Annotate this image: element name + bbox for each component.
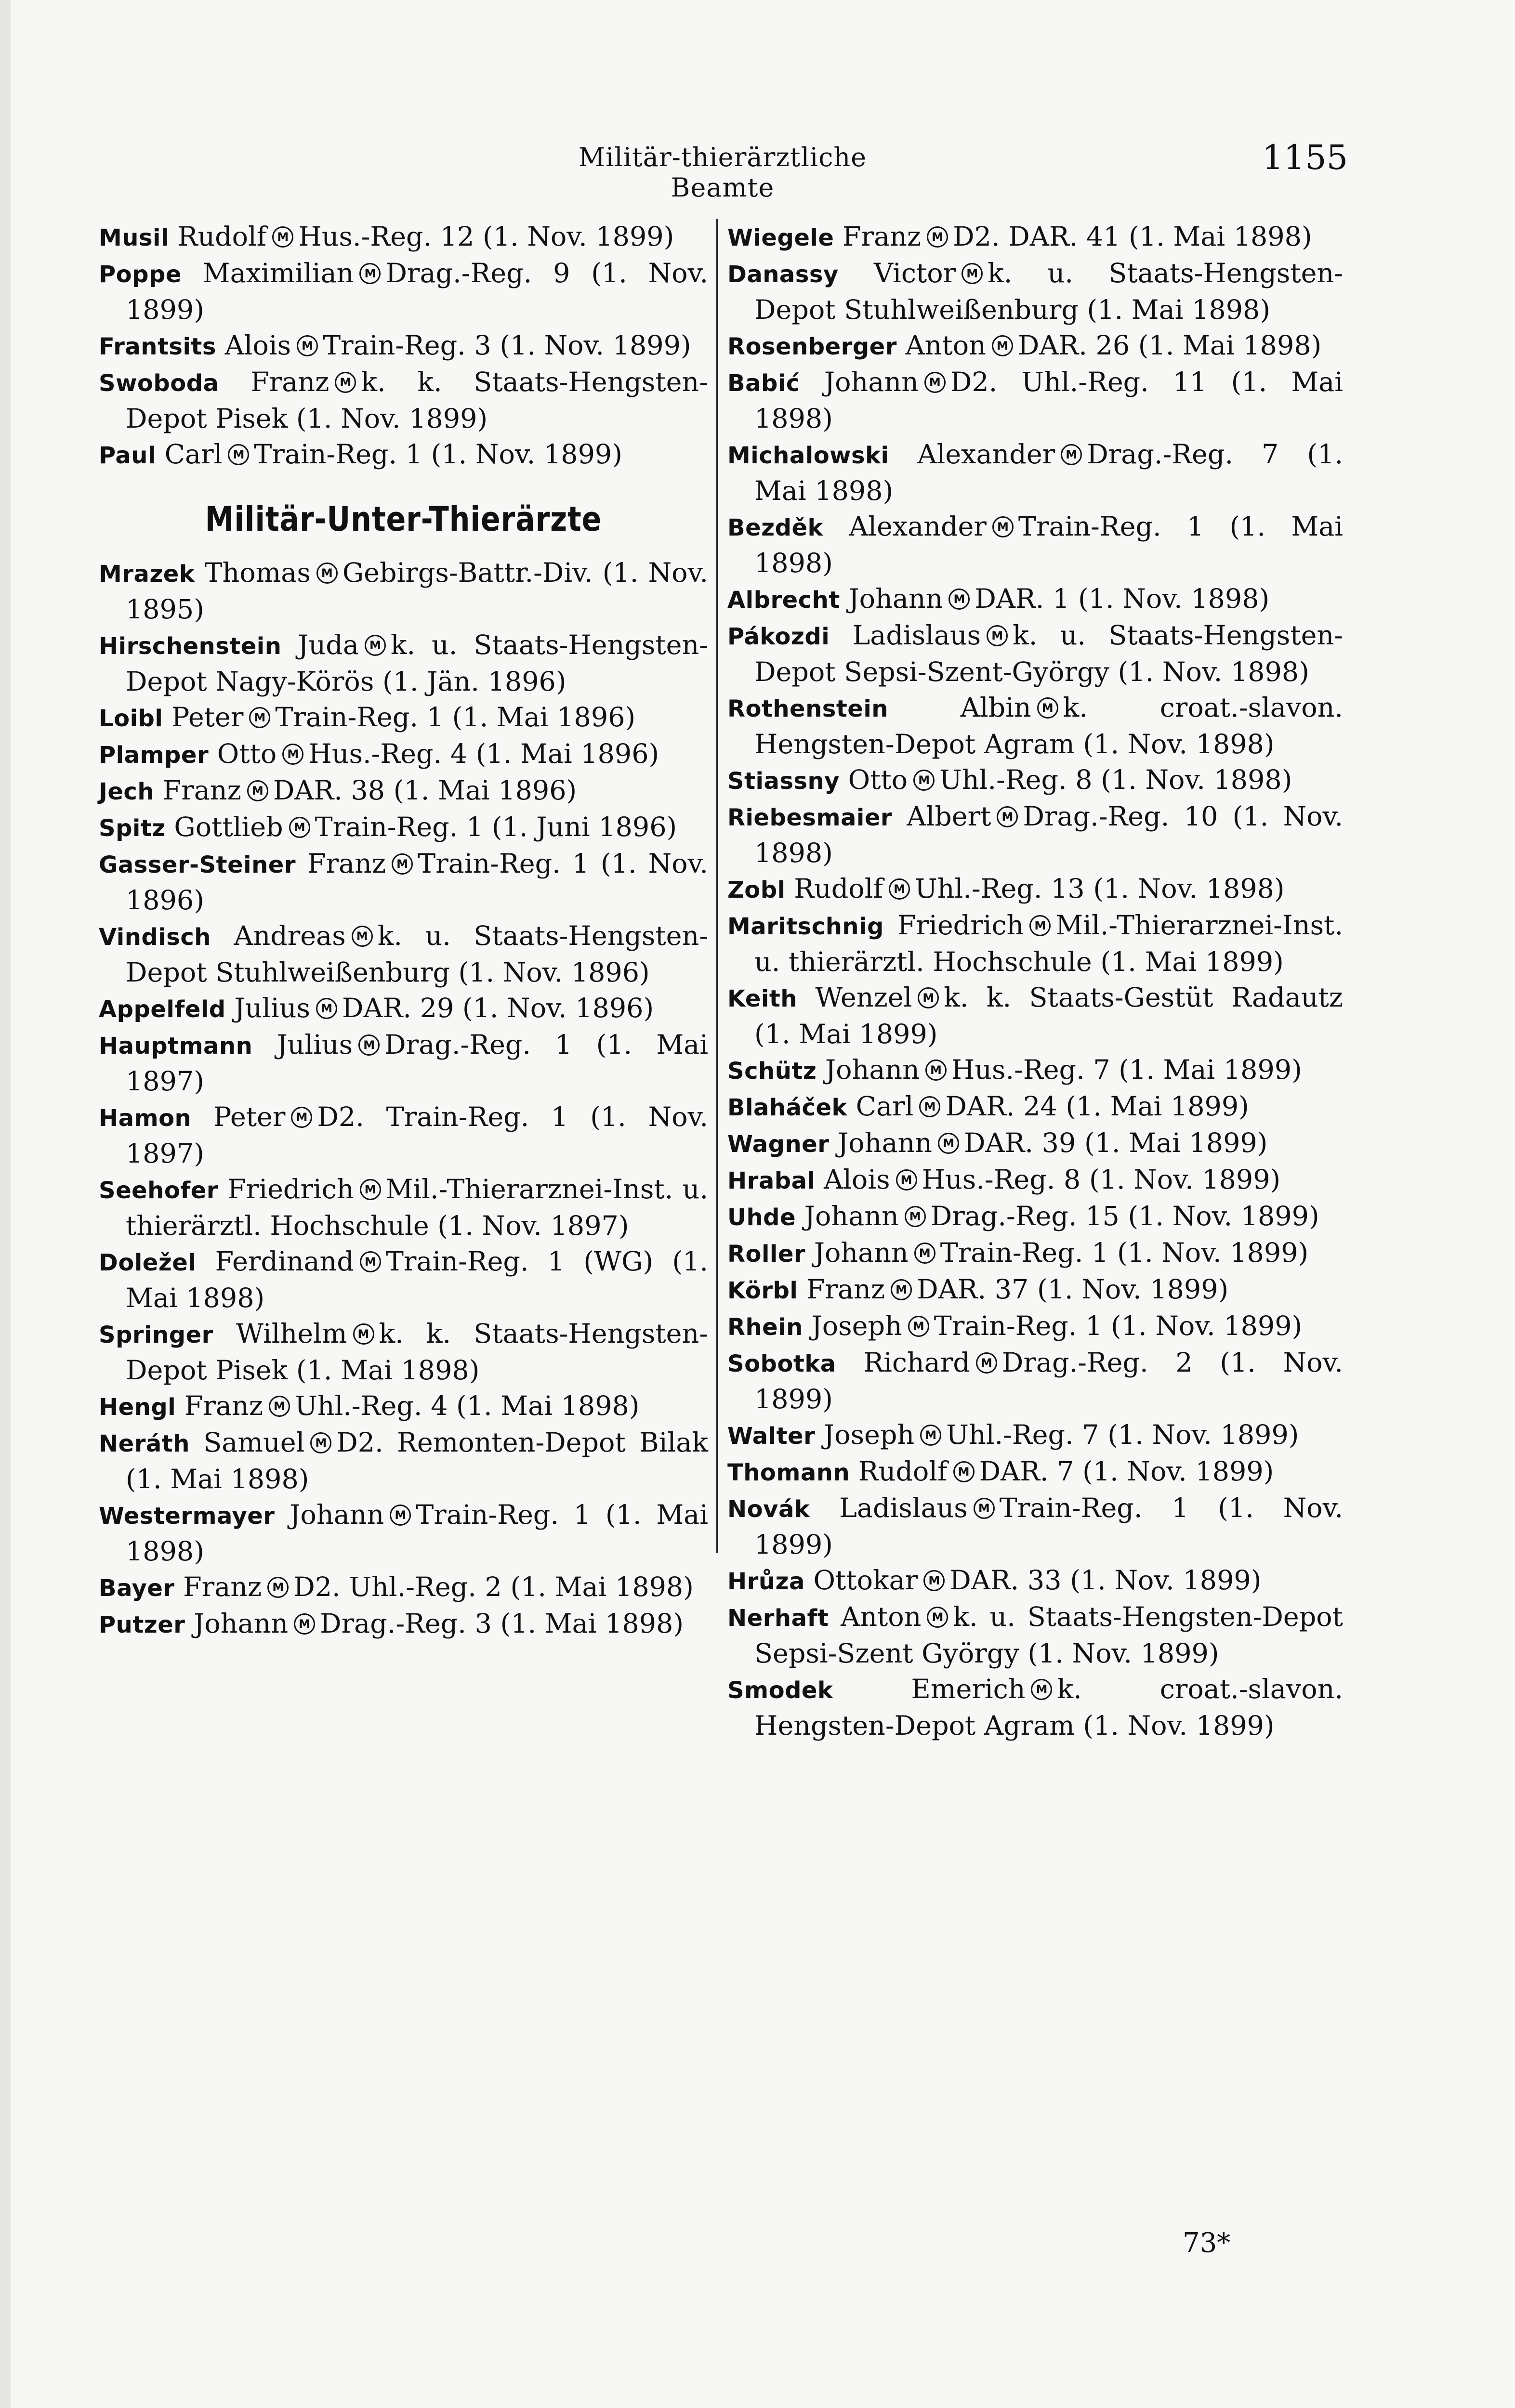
officer-surname: Gasser-Steiner — [99, 851, 296, 878]
officer-assignment: Drag.-Reg. 15 (1. Nov. 1899) — [930, 1201, 1319, 1232]
officer-surname: Danassy — [727, 261, 839, 288]
section-heading: Militär-Unter-Thierärzte — [205, 499, 602, 539]
officer-surname: Swoboda — [99, 370, 219, 397]
officer-assignment: DAR. 33 (1. Nov. 1899) — [949, 1565, 1262, 1596]
officer-assignment: Train-Reg. 1 (1. Mai 1898) — [126, 1499, 708, 1567]
marriage-badge-icon: M — [358, 1034, 380, 1056]
officer-entry — [99, 328, 708, 365]
marriage-badge-icon: M — [925, 1060, 947, 1081]
marriage-badge-icon: M — [919, 1096, 940, 1117]
officer-assignment: Train-Reg. 3 (1. Nov. 1899) — [323, 330, 691, 361]
officer-entry — [99, 1425, 708, 1497]
officer-assignment: D2. Train-Reg. 1 (1. Nov. 1897) — [126, 1101, 708, 1169]
officer-given-name: Alois — [224, 330, 291, 361]
marriage-badge-icon: M — [352, 926, 373, 947]
officer-surname: Maritschnig — [727, 913, 884, 940]
officer-given-name: Ottokar — [813, 1565, 918, 1596]
officer-given-name: Thomas — [204, 557, 311, 589]
officer-surname: Seehofer — [99, 1177, 218, 1204]
marriage-badge-icon: M — [938, 1133, 959, 1154]
officer-assignment: k. u. Staats-Hengsten-Depot Sepsi-Szent-György (1. Nov. 1898) — [754, 620, 1343, 688]
officer-surname: Babić — [727, 370, 800, 397]
officer-assignment: Train-Reg. 1 (1. Mai 1898) — [754, 511, 1343, 579]
officer-surname: Rhein — [727, 1314, 803, 1341]
officer-surname: Blaháček — [727, 1094, 847, 1121]
marriage-badge-icon: M — [392, 853, 413, 875]
officer-assignment: Hus.-Reg. 4 (1. Mai 1896) — [308, 738, 659, 770]
officer-assignment: Mil.-Thierarznei-Inst. u. thierärztl. Hochschule (1. Mai 1899) — [754, 910, 1343, 978]
officer-entry — [727, 219, 1343, 256]
marriage-badge-icon: M — [267, 1577, 289, 1598]
officer-assignment: Uhl.-Reg. 13 (1. Nov. 1898) — [915, 873, 1285, 904]
officer-given-name: Anton — [905, 330, 986, 361]
officer-assignment: Uhl.-Reg. 7 (1. Nov. 1899) — [946, 1419, 1299, 1451]
officer-given-name: Andreas — [234, 920, 346, 952]
page-number: 1155 — [1262, 138, 1348, 177]
officer-list-unter-thieraerzte — [99, 555, 708, 1643]
officer-assignment: Hus.-Reg. 8 (1. Nov. 1899) — [922, 1164, 1281, 1195]
marriage-badge-icon: M — [294, 1613, 315, 1635]
officer-given-name: Maximilian — [202, 258, 354, 289]
officer-entry — [727, 618, 1343, 690]
officer-surname: Bayer — [99, 1575, 175, 1602]
officer-entry — [727, 509, 1343, 581]
officer-list-top — [99, 219, 708, 473]
officer-entry — [727, 690, 1343, 762]
officer-entry — [99, 219, 708, 256]
officer-entry — [99, 1316, 708, 1388]
marriage-badge-icon: M — [359, 263, 381, 284]
officer-entry — [99, 1570, 708, 1606]
officer-surname: Smodek — [727, 1677, 833, 1704]
marriage-badge-icon: M — [974, 1498, 995, 1519]
officer-given-name: Rudolf — [858, 1456, 948, 1487]
column-divider — [716, 219, 718, 1553]
officer-surname: Westermayer — [99, 1503, 275, 1530]
officer-surname: Nerhaft — [727, 1605, 829, 1632]
officer-entry — [727, 1672, 1343, 1744]
officer-given-name: Albert — [907, 801, 991, 832]
officer-entry — [99, 846, 708, 918]
marriage-badge-icon: M — [889, 878, 910, 900]
officer-given-name: Wenzel — [815, 982, 912, 1013]
officer-entry — [727, 1599, 1343, 1672]
officer-entry — [727, 1125, 1343, 1162]
officer-entry — [727, 1454, 1343, 1491]
marriage-badge-icon: M — [992, 335, 1013, 356]
officer-assignment: Gebirgs-Battr.-Div. (1. Nov. 1895) — [126, 557, 708, 625]
officer-entry — [99, 628, 708, 700]
marriage-badge-icon: M — [353, 1323, 374, 1345]
officer-surname: Bezděk — [727, 514, 823, 541]
officer-assignment: DAR. 38 (1. Mai 1896) — [273, 775, 577, 806]
marriage-badge-icon: M — [291, 1107, 312, 1128]
officer-given-name: Johann — [804, 1201, 899, 1232]
marriage-badge-icon: M — [272, 226, 293, 248]
officer-given-name: Johann — [824, 366, 919, 398]
officer-entry — [99, 437, 708, 473]
officer-assignment: Mil.-Thierarznei-Inst. u. thierärztl. Hochschule (1. Nov. 1897) — [126, 1174, 708, 1242]
officer-surname: Albrecht — [727, 587, 840, 614]
marriage-badge-icon: M — [927, 226, 948, 248]
officer-assignment: D2. DAR. 41 (1. Mai 1898) — [953, 221, 1312, 252]
officer-surname: Zobl — [727, 877, 786, 903]
officer-assignment: Drag.-Reg. 10 (1. Nov. 1898) — [754, 801, 1343, 869]
officer-surname: Poppe — [99, 261, 182, 288]
officer-list-right — [727, 219, 1343, 1744]
officer-entry — [727, 256, 1343, 328]
officer-surname: Körbl — [727, 1277, 798, 1304]
right-column — [727, 219, 1343, 1744]
officer-entry — [727, 365, 1343, 437]
officer-given-name: Ladislaus — [852, 620, 981, 651]
officer-assignment: Train-Reg. 1 (1. Nov. 1899) — [754, 1492, 1343, 1560]
officer-surname: Rothenstein — [727, 695, 888, 722]
officer-assignment: Train-Reg. 1 (1. Nov. 1896) — [126, 848, 708, 916]
officer-surname: Hengl — [99, 1394, 176, 1421]
officer-given-name: Julius — [277, 1029, 353, 1060]
officer-assignment: Train-Reg. 1 (WG) (1. Mai 1898) — [126, 1246, 708, 1314]
officer-entry — [99, 1099, 708, 1172]
officer-entry — [99, 1388, 708, 1425]
officer-surname: Roller — [727, 1241, 806, 1268]
marriage-badge-icon: M — [924, 372, 946, 393]
officer-given-name: Alexander — [917, 439, 1055, 470]
officer-entry — [727, 871, 1343, 908]
officer-given-name: Johann — [194, 1608, 289, 1639]
officer-given-name: Peter — [171, 702, 244, 733]
officer-given-name: Johann — [814, 1237, 909, 1269]
officer-entry — [727, 799, 1343, 871]
signature-mark: 73* — [1183, 2227, 1231, 2259]
marriage-badge-icon: M — [997, 806, 1018, 827]
officer-entry — [727, 1345, 1343, 1417]
officer-given-name: Otto — [217, 738, 277, 770]
officer-given-name: Carl — [164, 439, 223, 470]
marriage-badge-icon: M — [918, 987, 939, 1008]
marriage-badge-icon: M — [953, 1461, 975, 1482]
officer-entry — [727, 1235, 1343, 1272]
marriage-badge-icon: M — [297, 335, 318, 356]
officer-surname: Hirschenstein — [99, 633, 282, 660]
left-column — [99, 219, 708, 1643]
officer-assignment: Train-Reg. 1 (1. Juni 1896) — [315, 811, 677, 843]
officer-assignment: Train-Reg. 1 (1. Nov. 1899) — [934, 1310, 1303, 1342]
officer-assignment: Hus.-Reg. 7 (1. Mai 1899) — [951, 1054, 1302, 1086]
officer-surname: Stiassny — [727, 768, 840, 795]
officer-given-name: Victor — [873, 258, 956, 289]
officer-assignment: DAR. 26 (1. Mai 1898) — [1017, 330, 1322, 361]
marriage-badge-icon: M — [913, 770, 935, 791]
officer-assignment: Train-Reg. 1 (1. Mai 1896) — [275, 702, 636, 733]
marriage-badge-icon: M — [920, 1425, 941, 1446]
officer-surname: Hrůza — [727, 1568, 805, 1595]
marriage-badge-icon: M — [282, 744, 303, 765]
officer-entry — [727, 1417, 1343, 1454]
officer-given-name: Otto — [848, 764, 908, 796]
officer-assignment: D2. Uhl.-Reg. 11 (1. Mai 1898) — [754, 366, 1343, 434]
officer-given-name: Franz — [307, 848, 386, 879]
officer-assignment: DAR. 7 (1. Nov. 1899) — [979, 1456, 1274, 1487]
marriage-badge-icon: M — [249, 707, 270, 728]
marriage-badge-icon: M — [908, 1316, 929, 1337]
officer-entry — [727, 1199, 1343, 1235]
officer-assignment: k. croat.-slavon. Hengsten-Depot Agram (1. Nov. 1899) — [754, 1674, 1343, 1741]
officer-assignment: DAR. 1 (1. Nov. 1898) — [975, 583, 1270, 615]
officer-assignment: Train-Reg. 1 (1. Nov. 1899) — [254, 439, 622, 470]
officer-given-name: Ladislaus — [839, 1492, 968, 1524]
officer-assignment: k. u. Staats-Hengsten-Depot Stuhlweißenburg (1. Mai 1898) — [754, 258, 1343, 326]
officer-given-name: Rudolf — [794, 873, 883, 904]
marriage-badge-icon: M — [976, 1352, 997, 1374]
officer-given-name: Peter — [213, 1101, 286, 1133]
officer-surname: Thomann — [727, 1459, 850, 1486]
officer-entry — [99, 991, 708, 1027]
officer-entry — [99, 773, 708, 810]
officer-surname: Hamon — [99, 1105, 192, 1132]
officer-given-name: Joseph — [823, 1419, 915, 1451]
officer-given-name: Emerich — [911, 1674, 1026, 1705]
marriage-badge-icon: M — [992, 516, 1014, 537]
officer-assignment: k. k. Staats-Gestüt Radautz (1. Mai 1899) — [754, 982, 1343, 1050]
marriage-badge-icon: M — [927, 1607, 948, 1628]
officer-entry — [727, 762, 1343, 799]
officer-entry — [727, 1089, 1343, 1125]
marriage-badge-icon: M — [914, 1243, 935, 1264]
officer-surname: Springer — [99, 1322, 213, 1348]
officer-entry — [727, 1162, 1343, 1199]
officer-given-name: Julius — [234, 993, 311, 1024]
officer-assignment: DAR. 24 (1. Mai 1899) — [945, 1091, 1249, 1122]
officer-entry — [727, 908, 1343, 980]
officer-surname: Rosenberger — [727, 333, 897, 360]
officer-entry — [99, 810, 708, 846]
officer-assignment: D2. Remonten-Depot Bilak (1. Mai 1898) — [126, 1427, 708, 1495]
marriage-badge-icon: M — [949, 589, 970, 610]
officer-given-name: Gottlieb — [174, 811, 283, 843]
marriage-badge-icon: M — [289, 817, 310, 838]
officer-surname: Spitz — [99, 815, 166, 842]
marriage-badge-icon: M — [365, 635, 386, 656]
marriage-badge-icon: M — [360, 1179, 381, 1200]
officer-given-name: Wilhelm — [236, 1318, 347, 1349]
officer-assignment: k. u. Staats-Hengsten-Depot Sepsi-Szent György (1. Nov. 1899) — [754, 1601, 1343, 1669]
marriage-badge-icon: M — [228, 444, 249, 465]
officer-entry — [727, 328, 1343, 365]
officer-entry — [99, 918, 708, 991]
officer-entry — [727, 437, 1343, 509]
officer-assignment: k. u. Staats-Hengsten-Depot Stuhlweißenburg (1. Nov. 1896) — [126, 920, 708, 988]
marriage-badge-icon: M — [310, 1432, 331, 1453]
officer-entry — [727, 1309, 1343, 1345]
officer-surname: Keith — [727, 985, 797, 1012]
officer-given-name: Johann — [848, 583, 943, 615]
officer-entry — [99, 256, 708, 328]
officer-entry — [99, 736, 708, 773]
officer-surname: Wiegele — [727, 224, 834, 251]
marriage-badge-icon: M — [360, 1251, 381, 1272]
officer-given-name: Franz — [184, 1390, 263, 1422]
officer-assignment: Hus.-Reg. 12 (1. Nov. 1899) — [298, 221, 674, 252]
officer-entry — [727, 581, 1343, 618]
officer-assignment: Drag.-Reg. 2 (1. Nov. 1899) — [754, 1347, 1343, 1415]
officer-given-name: Alexander — [849, 511, 987, 542]
officer-surname: Plamper — [99, 742, 209, 769]
officer-entry — [99, 1172, 708, 1244]
marriage-badge-icon: M — [335, 372, 356, 393]
officer-surname: Hauptmann — [99, 1033, 253, 1060]
officer-surname: Jech — [99, 778, 155, 805]
officer-entry — [99, 1606, 708, 1643]
officer-surname: Riebesmaier — [727, 804, 893, 831]
officer-given-name: Johann — [290, 1499, 384, 1531]
officer-assignment: Drag.-Reg. 1 (1. Mai 1897) — [126, 1029, 708, 1097]
officer-surname: Vindisch — [99, 924, 211, 951]
officer-given-name: Franz — [843, 221, 922, 252]
marriage-badge-icon: M — [1031, 1679, 1052, 1700]
officer-surname: Neráth — [99, 1430, 190, 1457]
officer-surname: Appelfeld — [99, 996, 226, 1023]
officer-surname: Sobotka — [727, 1350, 836, 1377]
marriage-badge-icon: M — [1029, 915, 1051, 936]
officer-surname: Loibl — [99, 705, 163, 732]
officer-surname: Michalowski — [727, 442, 889, 469]
officer-assignment: k. k. Staats-Hengsten-Depot Pisek (1. Nov. 1899) — [126, 366, 708, 434]
officer-entry — [727, 1052, 1343, 1089]
officer-assignment: Uhl.-Reg. 4 (1. Mai 1898) — [295, 1390, 640, 1422]
marriage-badge-icon: M — [896, 1169, 917, 1191]
officer-assignment: DAR. 39 (1. Mai 1899) — [964, 1127, 1268, 1159]
officer-surname: Musil — [99, 224, 169, 251]
officer-assignment: Uhl.-Reg. 8 (1. Nov. 1898) — [939, 764, 1292, 796]
officer-given-name: Richard — [863, 1347, 970, 1378]
officer-given-name: Alois — [824, 1164, 890, 1195]
officer-assignment: Drag.-Reg. 9 (1. Nov. 1899) — [126, 258, 708, 326]
marriage-badge-icon: M — [1061, 444, 1082, 465]
officer-surname: Wagner — [727, 1131, 830, 1158]
marriage-badge-icon: M — [269, 1396, 290, 1417]
officer-surname: Pákozdi — [727, 623, 830, 650]
officer-given-name: Johann — [838, 1127, 933, 1159]
officer-given-name: Johann — [825, 1054, 920, 1086]
officer-assignment: Drag.-Reg. 7 (1. Mai 1898) — [754, 439, 1343, 507]
marriage-badge-icon: M — [247, 780, 268, 801]
officer-assignment: k. croat.-slavon. Hengsten-Depot Agram (1. Nov. 1898) — [754, 692, 1343, 760]
officer-entry — [727, 980, 1343, 1052]
officer-given-name: Franz — [250, 366, 329, 398]
officer-given-name: Samuel — [203, 1427, 305, 1458]
officer-surname: Uhde — [727, 1204, 796, 1231]
officer-entry — [727, 1563, 1343, 1599]
officer-surname: Doležel — [99, 1249, 197, 1276]
officer-assignment: Drag.-Reg. 3 (1. Mai 1898) — [320, 1608, 684, 1639]
marriage-badge-icon: M — [1037, 697, 1058, 719]
officer-given-name: Friedrich — [897, 910, 1024, 941]
marriage-badge-icon: M — [923, 1570, 945, 1591]
officer-surname: Putzer — [99, 1611, 185, 1638]
officer-surname: Walter — [727, 1423, 816, 1450]
officer-surname: Paul — [99, 442, 156, 469]
marriage-badge-icon: M — [962, 263, 983, 284]
page-edge-shadow — [0, 0, 11, 2408]
officer-entry — [99, 1027, 708, 1099]
officer-given-name: Juda — [298, 629, 359, 661]
officer-entry — [99, 700, 708, 736]
marriage-badge-icon: M — [987, 625, 1008, 646]
marriage-badge-icon: M — [316, 563, 338, 584]
officer-assignment: DAR. 37 (1. Nov. 1899) — [917, 1274, 1229, 1305]
officer-surname: Frantsits — [99, 333, 216, 360]
officer-entry — [99, 1497, 708, 1570]
officer-entry — [727, 1491, 1343, 1563]
officer-surname: Schütz — [727, 1058, 817, 1085]
officer-given-name: Rudolf — [177, 221, 267, 252]
officer-given-name: Carl — [856, 1091, 914, 1122]
running-header-title: Militär-thierärztliche Beamte — [578, 142, 867, 203]
officer-assignment: k. u. Staats-Hengsten-Depot Nagy-Körös (1. Jän. 1896) — [126, 629, 708, 697]
officer-given-name: Joseph — [811, 1310, 902, 1342]
officer-given-name: Albin — [960, 692, 1031, 723]
officer-entry — [99, 555, 708, 628]
marriage-badge-icon: M — [316, 998, 337, 1019]
officer-given-name: Franz — [183, 1571, 262, 1603]
officer-given-name: Friedrich — [227, 1174, 354, 1205]
officer-surname: Mrazek — [99, 561, 195, 588]
officer-assignment: k. k. Staats-Hengsten-Depot Pisek (1. Mai 1898) — [126, 1318, 708, 1386]
marriage-badge-icon: M — [390, 1505, 411, 1526]
officer-entry — [99, 1244, 708, 1316]
marriage-badge-icon: M — [905, 1206, 926, 1227]
officer-surname: Hrabal — [727, 1167, 816, 1194]
officer-assignment: Train-Reg. 1 (1. Nov. 1899) — [940, 1237, 1309, 1269]
marriage-badge-icon: M — [891, 1279, 912, 1300]
officer-entry — [99, 365, 708, 437]
officer-assignment: D2. Uhl.-Reg. 2 (1. Mai 1898) — [293, 1571, 694, 1603]
officer-surname: Novák — [727, 1496, 810, 1523]
officer-given-name: Franz — [162, 775, 241, 806]
officer-given-name: Franz — [806, 1274, 885, 1305]
officer-assignment: DAR. 29 (1. Nov. 1896) — [342, 993, 654, 1024]
officer-given-name: Ferdinand — [215, 1246, 354, 1277]
officer-entry — [727, 1272, 1343, 1309]
officer-given-name: Anton — [841, 1601, 922, 1633]
